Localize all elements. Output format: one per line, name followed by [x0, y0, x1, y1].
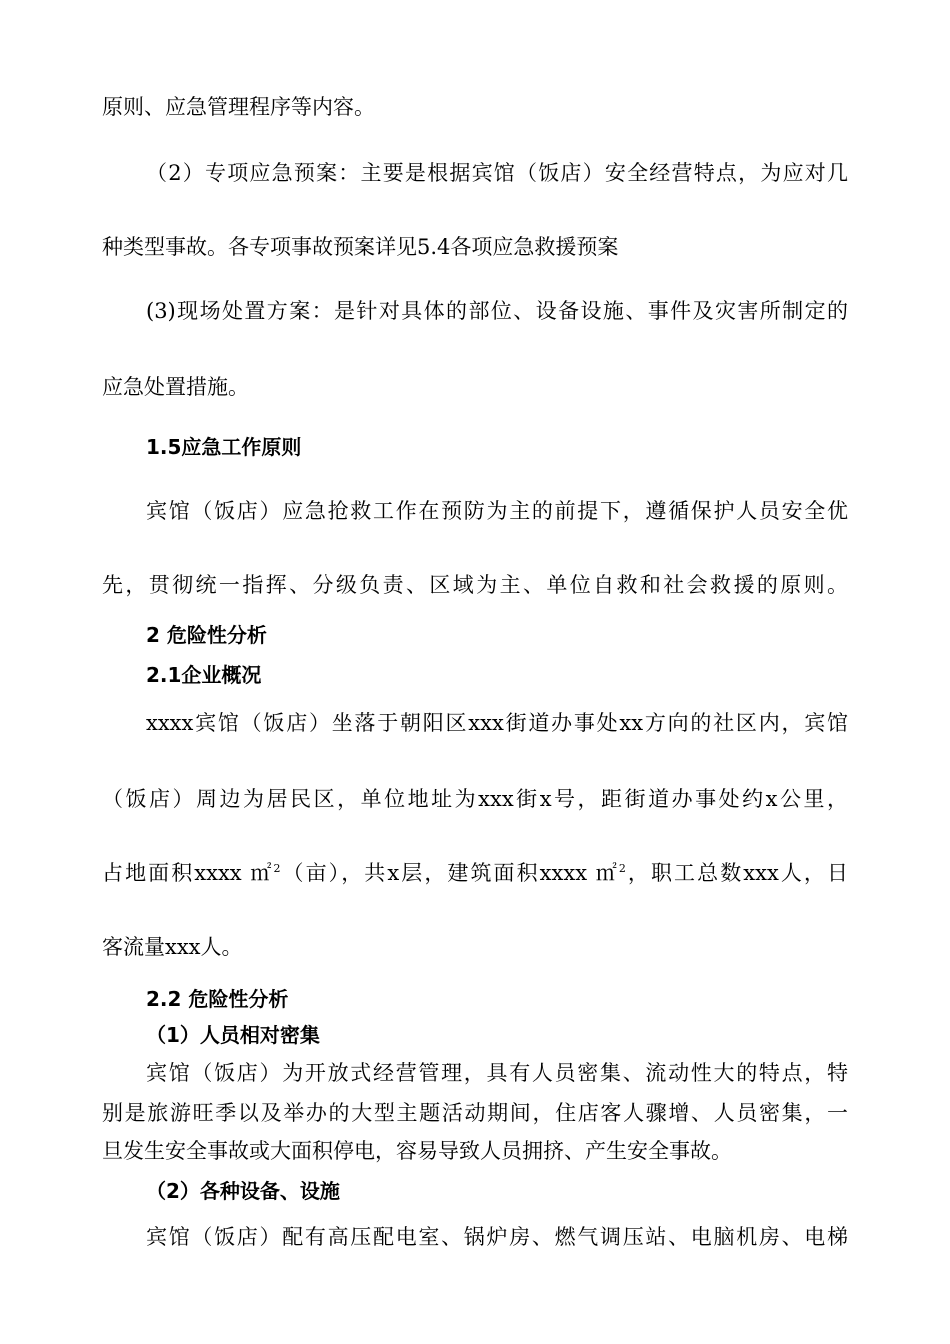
text-fragment: 占地面积xxxx ㎡	[102, 861, 274, 885]
subsection-heading: （1）人员相对密集	[146, 1023, 320, 1047]
text-line: 客流量xxx人。	[102, 935, 243, 959]
text-line: xxxx宾馆（饭店）坐落于朝阳区xxx街道办事处xx方向的社区内，宾馆	[146, 711, 848, 735]
text-line: (3)现场处置方案：是针对具体的部位、设备设施、事件及灾害所制定的	[146, 299, 848, 323]
section-heading: 1.5应急工作原则	[146, 435, 302, 459]
text-line: 种类型事故。各专项事故预案详见5.4各项应急救援预案	[102, 235, 619, 259]
text-line: 应急处置措施。	[102, 375, 249, 399]
text-fragment: ，职工总数xxx人，日	[625, 861, 848, 885]
superscript: 2	[273, 862, 281, 875]
section-heading: 2 危险性分析	[146, 623, 267, 647]
text-line: 先，贯彻统一指挥、分级负责、区域为主、单位自救和社会救援的原则。	[102, 573, 848, 597]
section-heading: 2.1企业概况	[146, 663, 262, 687]
section-heading: 2.2 危险性分析	[146, 987, 289, 1011]
text-line: （饭店）周边为居民区，单位地址为xxx街x号，距街道办事处约x公里，	[102, 787, 848, 811]
text-line-area	[102, 858, 848, 888]
text-line: 宾馆（饭店）为开放式经营管理，具有人员密集、流动性大的特点，特	[146, 1061, 848, 1085]
text-fragment: （亩），共x层，建筑面积xxxx ㎡	[280, 861, 619, 885]
superscript: 2	[618, 862, 626, 875]
text-line: 宾馆（饭店）配有高压配电室、锅炉房、燃气调压站、电脑机房、电梯	[146, 1225, 848, 1249]
text-line: 旦发生安全事故或大面积停电，容易导致人员拥挤、产生安全事故。	[102, 1139, 732, 1163]
subsection-heading: （2）各种设备、设施	[146, 1179, 340, 1203]
text-line: 原则、应急管理程序等内容。	[102, 95, 375, 119]
text-line: 别是旅游旺季以及举办的大型主题活动期间，住店客人骤增、人员密集，一	[102, 1101, 848, 1125]
text-line: （2）专项应急预案：主要是根据宾馆（饭店）安全经营特点，为应对几	[146, 161, 848, 185]
text-line: 宾馆（饭店）应急抢救工作在预防为主的前提下，遵循保护人员安全优	[146, 499, 848, 523]
